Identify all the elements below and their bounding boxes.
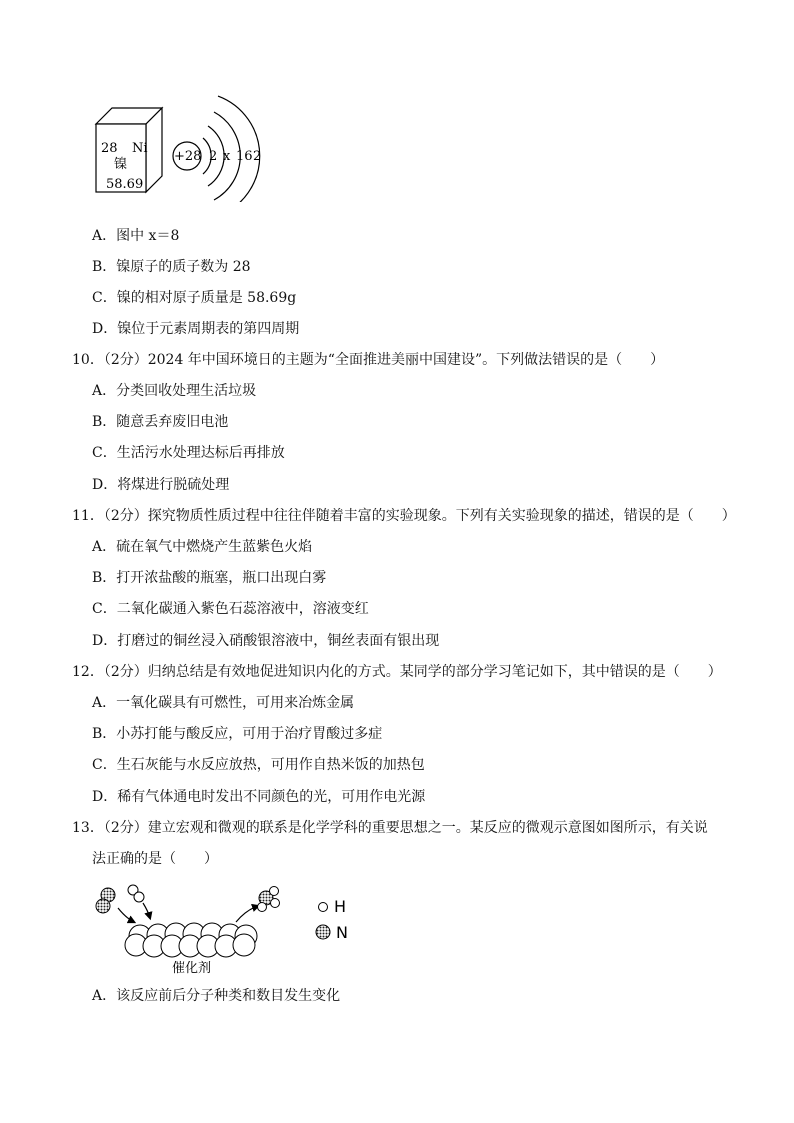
q13-stem-line1: 13．（2分）建立宏观和微观的联系是化学学科的重要思想之一。某反应的微观示意图如图所示，有关说	[72, 820, 708, 836]
q12-option-a: A．一氧化碳具有可燃性，可用来冶炼金属	[92, 695, 355, 711]
h-atom	[134, 892, 144, 902]
q12-option-d: D．稀有气体通电时发出不同颜色的光，可用作电光源	[92, 789, 426, 805]
h-atom	[271, 899, 280, 908]
catalyst-label: 催化剂	[172, 961, 212, 976]
q11-option-a: A．硫在氧气中燃烧产生蓝紫色火焰	[92, 539, 313, 555]
arrow-in-n2	[118, 908, 134, 922]
legend-n-label: N	[336, 923, 348, 942]
legend-h-label: H	[334, 897, 347, 916]
element-name: 镍	[114, 157, 128, 172]
q12-stem: 12．（2分）归纳总结是有效地促进知识内化的方式。某同学的部分学习笔记如下，其中错误的是（ ）	[72, 664, 722, 680]
q10-option-d: D．将煤进行脱硫处理	[92, 477, 230, 493]
shell-electrons-4: 2	[253, 149, 262, 164]
q10-option-b: B．随意丢弃废旧电池	[92, 414, 229, 430]
n-atom	[96, 899, 110, 913]
q12-option-c: C．生石灰能与水反应放热，可用作自热米饭的加热包	[92, 757, 425, 773]
reaction-figure	[88, 878, 378, 978]
nickel-figure	[90, 92, 280, 202]
q13-stem-line2: 法正确的是（ ）	[92, 851, 218, 867]
q11-stem: 11．（2分）探究物质性质过程中往往伴随着丰富的实验现象。下列有关实验现象的描述，错误的是（ ）	[72, 508, 736, 524]
q12-option-b: B．小苏打能与酸反应，可用于治疗胃酸过多症	[92, 726, 383, 742]
atomic-mass: 58.69	[106, 177, 144, 192]
shell-electrons-2: x	[223, 149, 231, 164]
q10-option-a: A．分类回收处理生活垃圾	[92, 383, 257, 399]
q9-option-c: C．镍的相对原子质量是 58.69g	[92, 290, 297, 306]
atomic-number: 28	[101, 141, 118, 156]
shell-electrons-1: 2	[209, 149, 218, 164]
shell-electrons-3: 16	[236, 149, 253, 164]
q11-option-b: B．打开浓盐酸的瓶塞，瓶口出现白雾	[92, 570, 327, 586]
legend-h-marker	[319, 903, 328, 912]
h-atom	[270, 887, 279, 896]
arrow-in-h2	[143, 903, 150, 918]
arrow-out-nh3	[236, 906, 258, 922]
legend-n-marker	[316, 925, 330, 939]
q10-option-c: C．生活污水处理达标后再排放	[92, 445, 285, 461]
q11-option-d: D．打磨过的铜丝浸入硝酸银溶液中，铜丝表面有银出现	[92, 633, 440, 649]
q9-option-d: D．镍位于元素周期表的第四周期	[92, 321, 300, 337]
element-symbol: Ni	[132, 141, 148, 156]
q13-option-a: A．该反应前后分子种类和数目发生变化	[92, 988, 341, 1004]
q11-option-c: C．二氧化碳通入紫色石蕊溶液中，溶液变红	[92, 601, 369, 617]
q9-option-b: B．镍原子的质子数为 28	[92, 259, 251, 275]
q9-option-a: A．图中 x＝8	[92, 228, 180, 244]
h-atom	[258, 903, 267, 912]
nucleus-charge: +28	[174, 149, 202, 164]
q10-stem: 10．（2分）2024 年中国环境日的主题为“全面推进美丽中国建设”。下列做法错误的是（ ）	[72, 352, 665, 368]
catalyst-surface	[125, 923, 257, 957]
